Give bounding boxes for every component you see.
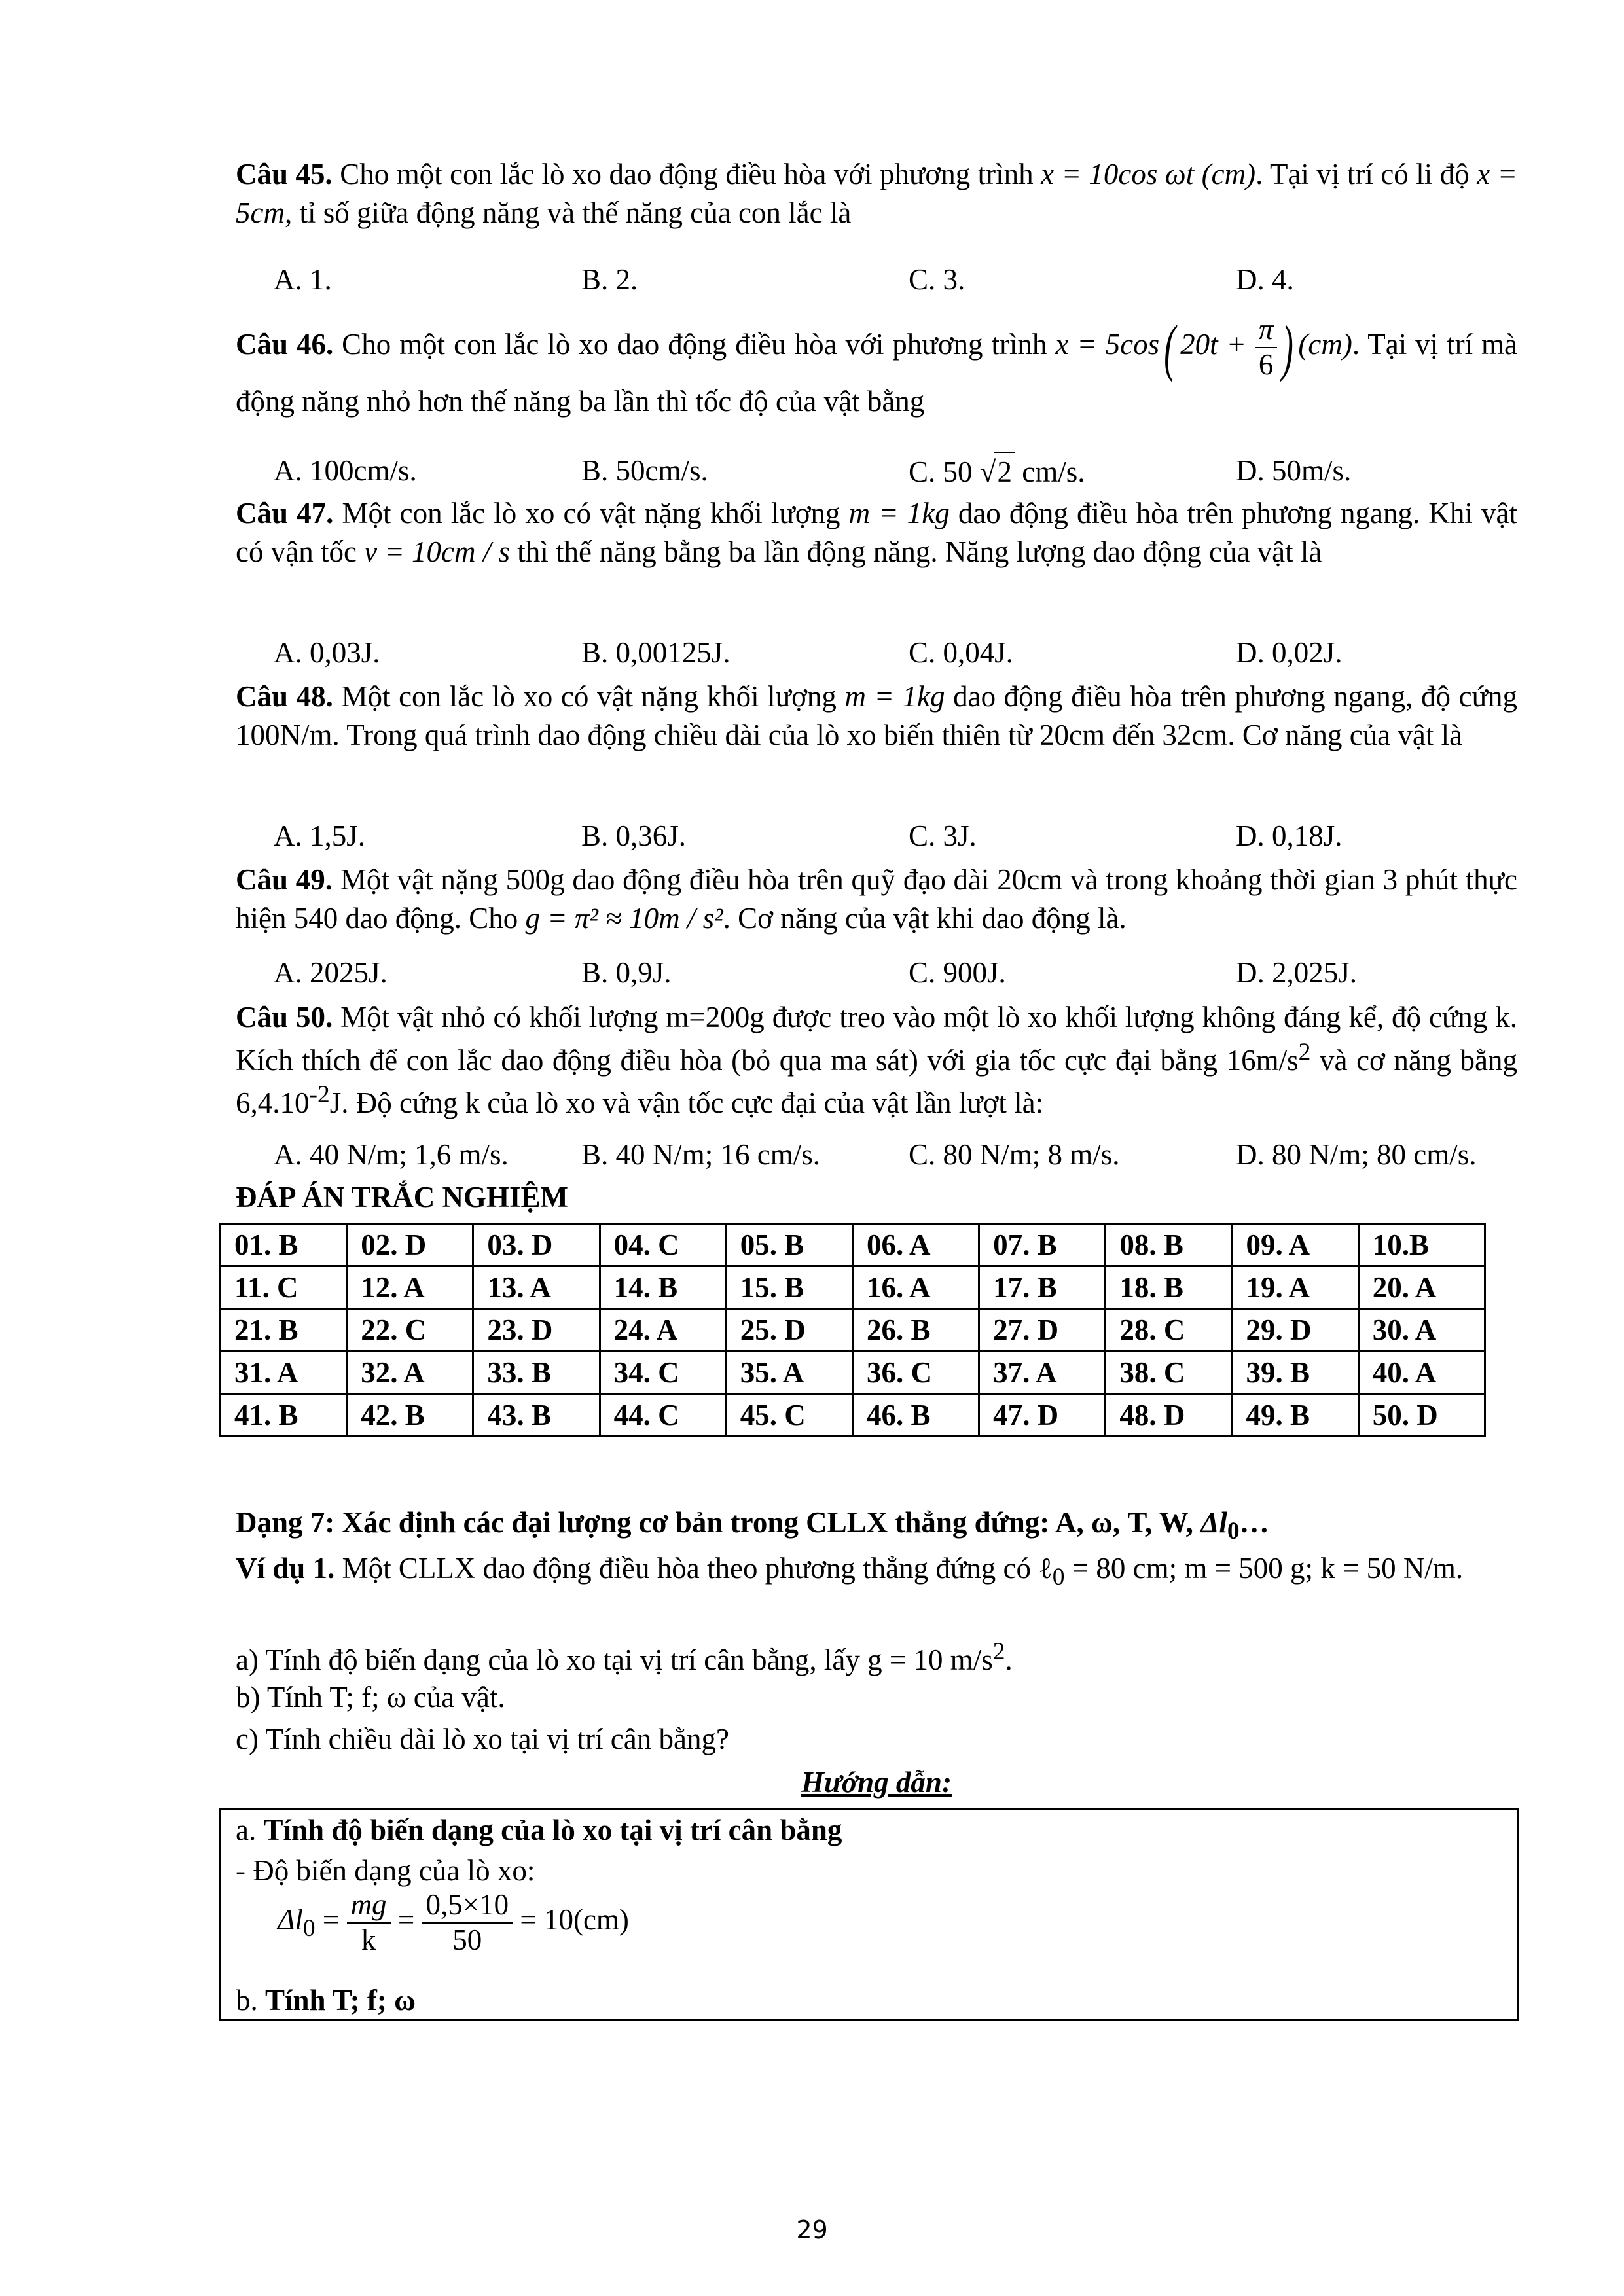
- answer-cell: 07. B: [979, 1224, 1106, 1266]
- guide-box: [219, 1808, 1519, 2021]
- question-49: Câu 49. Một vật nặng 500g dao động điều hòa trên quỹ đạo dài 20cm và trong khoảng thời gian 3 phút thực hiện 540 dao động. Cho g = π² ≈ 10m / s². Cơ năng của vật khi dao động là.: [236, 863, 1517, 935]
- answer-cell: 44. C: [600, 1394, 726, 1437]
- answer-cell: 45. C: [726, 1394, 852, 1437]
- answer-cell: 16. A: [852, 1266, 979, 1309]
- guide-b-heading: b. Tính T; f; ω: [236, 1984, 416, 2017]
- answer-row: [221, 1394, 1485, 1437]
- option-b: B. 50cm/s.: [581, 454, 708, 487]
- option-d: D. 2,025J.: [1236, 956, 1358, 989]
- formula: m = 1kg: [848, 497, 950, 529]
- question-50: Câu 50. Một vật nhỏ có khối lượng m=200g được treo vào một lò xo khối lượng không đáng kể, độ cứng k. Kích thích để con lắc dao động điều hòa (bỏ qua ma sát) với gia tốc cực đại bằng $16m/s^2$ và cơ năng bằng $6,4.10^{-2}J$. Độ cứng k của lò xo và vận tốc cực đại của vật lần lượt là:: [236, 1001, 1517, 1119]
- options-49: [236, 954, 1517, 993]
- formula: v = 10cm / s: [364, 535, 510, 568]
- answer-cell: 12. A: [347, 1266, 473, 1309]
- options-47: [236, 634, 1517, 673]
- answer-row: [221, 1224, 1485, 1266]
- example-part-b: b) Tính T; f; ω của vật.: [236, 1681, 505, 1713]
- option-c: C. 0,04J.: [909, 636, 1014, 669]
- answer-cell: 27. D: [979, 1309, 1106, 1352]
- answer-cell: 31. A: [221, 1352, 347, 1394]
- option-b: B. 0,00125J.: [581, 636, 731, 669]
- answer-cell: 18. B: [1106, 1266, 1232, 1309]
- answer-cell: 11. C: [221, 1266, 347, 1309]
- options-45: [236, 260, 1517, 300]
- option-a: A. 100cm/s.: [274, 454, 417, 487]
- question-label: Câu 46.: [236, 328, 334, 361]
- answer-cell: 50. D: [1358, 1394, 1485, 1437]
- answer-cell: 24. A: [600, 1309, 726, 1352]
- page-number: 29: [796, 2215, 828, 2244]
- option-a: A. 1,5J.: [274, 819, 366, 852]
- options-50: [236, 1136, 1517, 1175]
- option-a: A. 0,03J.: [274, 636, 380, 669]
- answer-cell: 19. A: [1232, 1266, 1358, 1309]
- answer-cell: 04. C: [600, 1224, 726, 1266]
- option-b: B. 2.: [581, 263, 638, 296]
- answer-key-title: ĐÁP ÁN TRẮC NGHIỆM: [236, 1181, 568, 1213]
- answer-cell: 13. A: [473, 1266, 600, 1309]
- option-a: A. 40 N/m; 1,6 m/s.: [274, 1138, 509, 1171]
- example-part-a: a) Tính độ biến dạng của lò xo tại vị trí cân bằng, lấy g = 10 $m/s^2$.: [236, 1638, 1013, 1676]
- option-b: B. 0,9J.: [581, 956, 672, 989]
- options-48: [236, 817, 1517, 856]
- answer-cell: 49. B: [1232, 1394, 1358, 1437]
- question-label: Câu 45.: [236, 158, 333, 190]
- answer-cell: 37. A: [979, 1352, 1106, 1394]
- formula: x = 10cos ωt (cm): [1041, 158, 1256, 190]
- option-b: B. 0,36J.: [581, 819, 687, 852]
- answer-cell: 21. B: [221, 1309, 347, 1352]
- answer-cell: 08. B: [1106, 1224, 1232, 1266]
- question-45: Câu 45. Cho một con lắc lò xo dao động điều hòa với phương trình x = 10cos ωt (cm). Tại vị trí có li độ x = 5cm, tỉ số giữa động năng và thế năng của con lắc là: [236, 158, 1518, 229]
- answer-cell: 34. C: [600, 1352, 726, 1394]
- answer-cell: 09. A: [1232, 1224, 1358, 1266]
- answer-cell: 42. B: [347, 1394, 473, 1437]
- example-part-c: c) Tính chiều dài lò xo tại vị trí cân bằng?: [236, 1723, 729, 1755]
- answer-cell: 28. C: [1106, 1309, 1232, 1352]
- option-c: C. 900J.: [909, 956, 1006, 989]
- option-c: C. 50 √2 cm/s.: [909, 452, 1085, 492]
- answer-cell: 10.B: [1358, 1224, 1485, 1266]
- formula: x = 5cos( 20t + $\frac{\pi}{6}$ ) (cm): [1055, 312, 1352, 382]
- answer-cell: 03. D: [473, 1224, 600, 1266]
- answer-cell: 43. B: [473, 1394, 600, 1437]
- deformation-formula: $\Delta l_0$ = $\frac{mg}{k}$ = $\frac{0,5\times 10}{50}$ = 10(cm): [278, 1888, 629, 1956]
- answer-cell: 41. B: [221, 1394, 347, 1437]
- example-label: Ví dụ 1.: [236, 1552, 335, 1585]
- example-1: Ví dụ 1. Một CLLX dao động điều hòa theo phương thẳng đứng có ℓ$_0$ = 80 cm; m = 500 g; k = 50 N/m.: [236, 1552, 1464, 1590]
- answer-cell: 46. B: [852, 1394, 979, 1437]
- formula: m = 1kg: [844, 680, 945, 713]
- formula: g = π² ≈ 10m / s²: [525, 901, 723, 935]
- answer-cell: 39. B: [1232, 1352, 1358, 1394]
- option-c: C. 3.: [909, 263, 965, 296]
- answer-cell: 23. D: [473, 1309, 600, 1352]
- formula: x = 5cm: [236, 158, 1518, 229]
- option-d: D. 0,18J.: [1236, 819, 1343, 852]
- answer-cell: 32. A: [347, 1352, 473, 1394]
- option-d: D. 80 N/m; 80 cm/s.: [1236, 1138, 1477, 1171]
- answer-cell: 05. B: [726, 1224, 852, 1266]
- answer-cell: 20. A: [1358, 1266, 1485, 1309]
- answer-cell: 48. D: [1106, 1394, 1232, 1437]
- option-a: A. 1.: [274, 263, 332, 296]
- option-b: B. 40 N/m; 16 cm/s.: [581, 1138, 821, 1171]
- question-label: Câu 47.: [236, 497, 334, 529]
- answer-row: [221, 1266, 1485, 1309]
- answer-cell: 22. C: [347, 1309, 473, 1352]
- answer-cell: 30. A: [1358, 1309, 1485, 1352]
- option-a: A. 2025J.: [274, 956, 388, 989]
- answer-cell: 40. A: [1358, 1352, 1485, 1394]
- answer-cell: 33. B: [473, 1352, 600, 1394]
- option-c: C. 80 N/m; 8 m/s.: [909, 1138, 1120, 1171]
- question-46: Câu 46. Cho một con lắc lò xo dao động điều hòa với phương trình x = 5cos( 20t + $\frac{\pi}{6}$ ) (cm). Tại vị trí mà động năng nhỏ hơn thế năng ba lần thì tốc độ của vật bằng: [236, 312, 1518, 418]
- question-label: Câu 49.: [236, 863, 333, 896]
- guide-title: Hướng dẫn:: [801, 1766, 952, 1799]
- answer-cell: 15. B: [726, 1266, 852, 1309]
- option-d: D. 4.: [1236, 263, 1294, 296]
- answer-cell: 29. D: [1232, 1309, 1358, 1352]
- guide-a-heading: a. Tính độ biến dạng của lò xo tại vị trí cân bằng: [236, 1814, 842, 1846]
- answer-cell: 01. B: [221, 1224, 347, 1266]
- option-d: D. 0,02J.: [1236, 636, 1343, 669]
- option-d: D. 50m/s.: [1236, 454, 1352, 487]
- answer-cell: 25. D: [726, 1309, 852, 1352]
- answer-row: [221, 1352, 1485, 1394]
- answer-table: [219, 1223, 1486, 1437]
- guide-a-line: - Độ biến dạng của lò xo:: [236, 1854, 535, 1887]
- answer-cell: 47. D: [979, 1394, 1106, 1437]
- question-label: Câu 50.: [236, 1001, 333, 1033]
- option-c: C. 3J.: [909, 819, 977, 852]
- question-48: Câu 48. Một con lắc lò xo có vật nặng khối lượng m = 1kg dao động điều hòa trên phương ngang, độ cứng 100N/m. Trong quá trình dao động chiều dài của lò xo biến thiên từ 20cm đến 32cm. Cơ năng của vật là: [236, 680, 1517, 751]
- answer-cell: 02. D: [347, 1224, 473, 1266]
- answer-row: [221, 1309, 1485, 1352]
- answer-cell: 06. A: [852, 1224, 979, 1266]
- answer-cell: 17. B: [979, 1266, 1106, 1309]
- question-label: Câu 48.: [236, 680, 333, 713]
- answer-cell: 38. C: [1106, 1352, 1232, 1394]
- answer-cell: 26. B: [852, 1309, 979, 1352]
- options-46: [236, 452, 1517, 491]
- section-title: Dạng 7: Xác định các đại lượng cơ bản trong CLLX thẳng đứng: A, ω, T, W, $\Delta l_0\dots$: [236, 1506, 1269, 1545]
- answer-cell: 36. C: [852, 1352, 979, 1394]
- answer-cell: 35. A: [726, 1352, 852, 1394]
- answer-cell: 14. B: [600, 1266, 726, 1309]
- question-47: Câu 47. Một con lắc lò xo có vật nặng khối lượng m = 1kg dao động điều hòa trên phương ngang. Khi vật có vận tốc v = 10cm / s thì thế năng bằng ba lần động năng. Năng lượng dao động của vật là: [236, 497, 1517, 568]
